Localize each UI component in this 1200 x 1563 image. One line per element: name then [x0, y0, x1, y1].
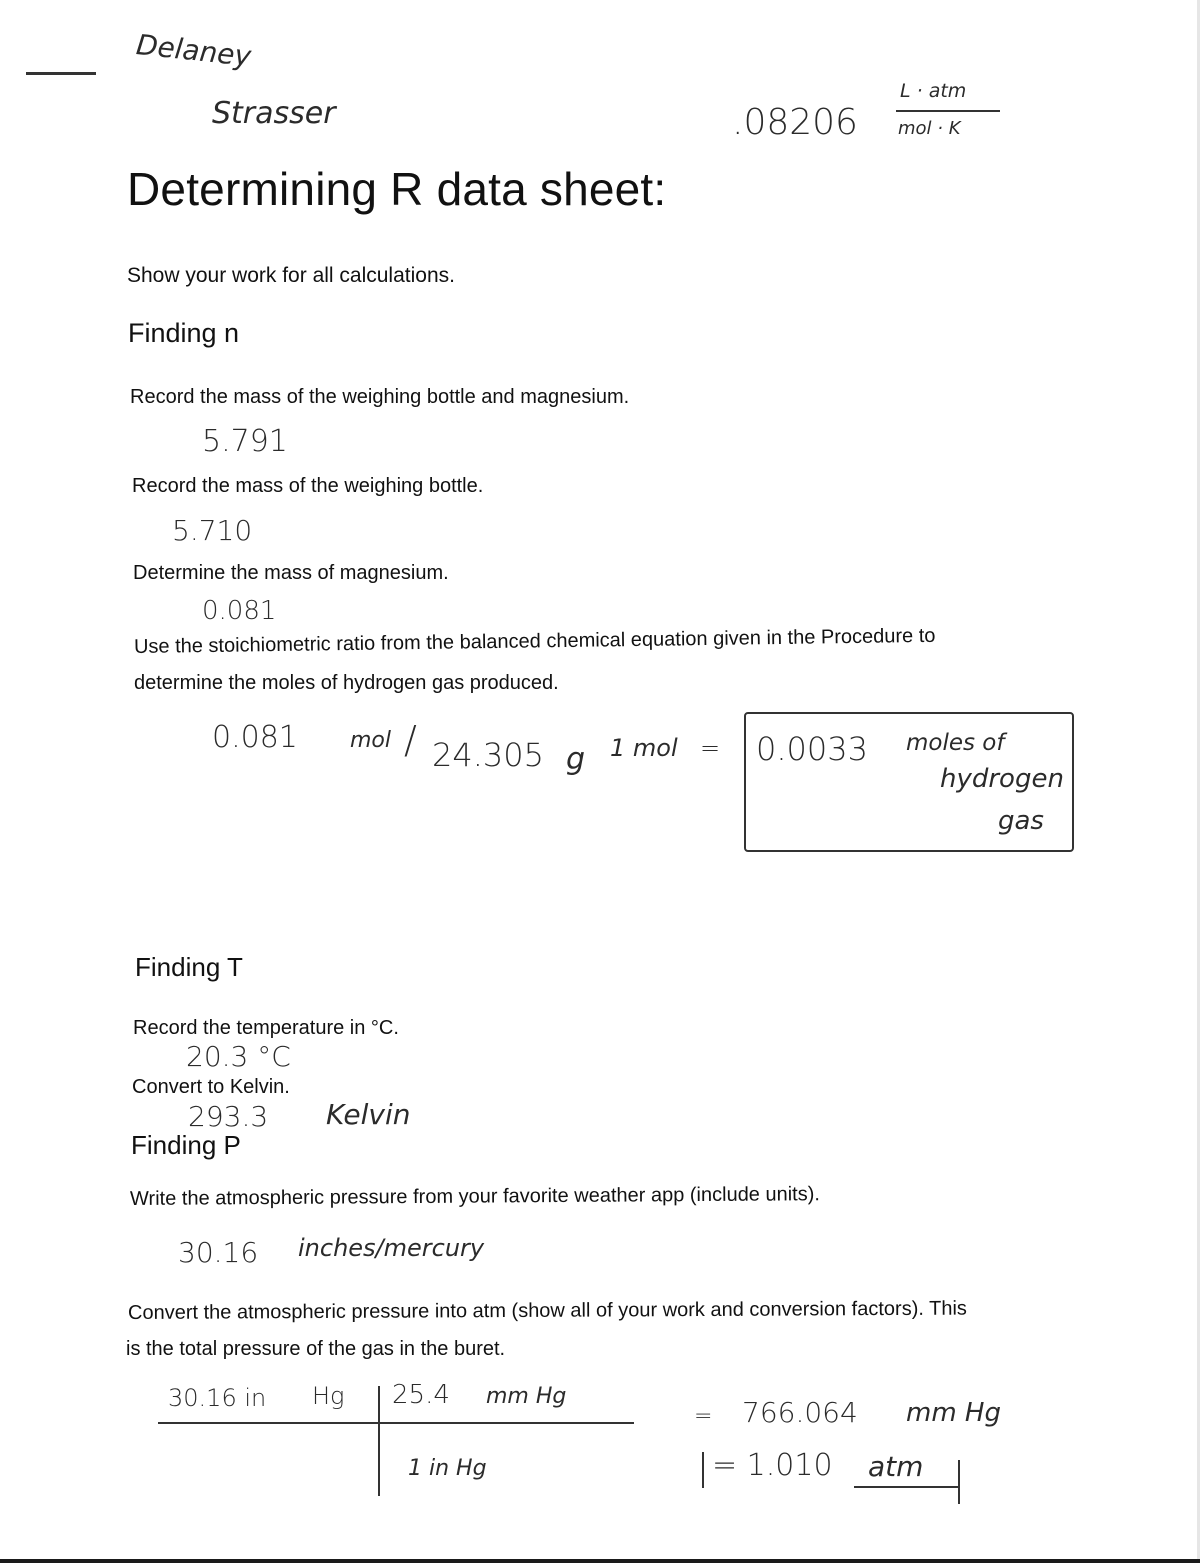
student-first-name: Delaney: [134, 28, 253, 73]
answer-kelvin-unit: Kelvin: [326, 1098, 411, 1131]
gas-constant-unit-denominator: mol · K: [898, 118, 961, 139]
final-answer-unit: atm: [868, 1450, 924, 1483]
calc-slash: /: [404, 718, 417, 762]
finding-t-heading: Finding T: [135, 952, 243, 982]
prompt-convert-atm-line-1: Convert the atmospheric pressure into atm (show all of your work and conversion factors). This: [127, 1297, 967, 1324]
calc-one-mol: 1 mol: [610, 734, 678, 762]
answer-mass-bottle-magnesium: 5.791: [202, 424, 288, 459]
page-bottom-edge: [0, 1559, 1200, 1563]
answer-mass-magnesium: 0.081: [202, 596, 277, 626]
conversion-vertical-line: [378, 1386, 380, 1496]
prompt-moles-line-1: Use the stoichiometric ratio from the balanced chemical equation given in the Procedure to: [133, 624, 936, 658]
prompt-atmospheric-pressure: Write the atmospheric pressure from your favorite weather app (include units).: [129, 1183, 820, 1210]
pen-dash-mark: [26, 72, 96, 75]
prompt-mass-bottle: Record the mass of the weighing bottle.: [132, 475, 484, 497]
result-moles-value: 0.0033: [756, 730, 868, 768]
conversion-top-right-unit: mm Hg: [486, 1384, 567, 1409]
result-units-line-3: gas: [998, 806, 1044, 836]
prompt-convert-atm-line-2: is the total pressure of the gas in the buret.: [126, 1338, 506, 1360]
answer-mass-bottle: 5.710: [172, 514, 253, 547]
conversion-result-unit: mm Hg: [906, 1398, 1001, 1428]
gas-constant-unit-numerator: L · atm: [900, 80, 967, 102]
calc-molar-mass: 24.305: [432, 736, 544, 774]
student-last-name: Strasser: [212, 96, 336, 131]
answer-pressure-value: 30.16: [178, 1236, 259, 1269]
calc-gram-unit: g: [566, 742, 586, 777]
result-units-line-1: moles of: [906, 730, 1005, 756]
prompt-convert-kelvin: Convert to Kelvin.: [132, 1076, 290, 1098]
finding-n-heading: Finding n: [128, 318, 240, 348]
conversion-bottom-right: 1 in Hg: [408, 1456, 487, 1481]
conversion-result-value: 766.064: [742, 1396, 858, 1429]
prompt-temperature-celsius: Record the temperature in °C.: [133, 1017, 399, 1039]
finding-p-heading: Finding P: [131, 1130, 241, 1160]
gas-constant-value: .08206: [732, 102, 858, 143]
prompt-moles-line-2: determine the moles of hydrogen gas produced.: [134, 672, 559, 694]
conversion-top-right: 25.4: [392, 1380, 450, 1410]
conversion-top-left: 30.16 in: [168, 1384, 267, 1412]
result-units-line-2: hydrogen: [940, 764, 1064, 794]
calc-mass-value: 0.081: [212, 720, 298, 755]
final-answer-underline: [854, 1486, 958, 1488]
conversion-top-left-unit: Hg: [312, 1382, 345, 1410]
prompt-mass-bottle-magnesium: Record the mass of the weighing bottle and magnesium.: [130, 386, 630, 408]
page-title: Determining R data sheet:: [127, 163, 667, 215]
final-answer-left-bracket: [702, 1452, 704, 1488]
answer-temperature-celsius: 20.3 °C: [186, 1040, 291, 1073]
calc-mol-label: mol: [350, 728, 392, 753]
answer-kelvin-value: 293.3: [188, 1100, 269, 1133]
final-answer-value: = 1.010: [712, 1448, 833, 1483]
instructions: Show your work for all calculations.: [127, 264, 455, 287]
conversion-equals: =: [694, 1404, 713, 1429]
calc-equals: =: [700, 734, 721, 762]
conversion-horizontal-line: [158, 1422, 634, 1424]
answer-pressure-unit: inches/mercury: [298, 1234, 485, 1262]
unit-fraction-line: [896, 110, 1000, 112]
final-answer-right-bracket: [958, 1460, 960, 1504]
prompt-mass-magnesium: Determine the mass of magnesium.: [133, 562, 449, 584]
